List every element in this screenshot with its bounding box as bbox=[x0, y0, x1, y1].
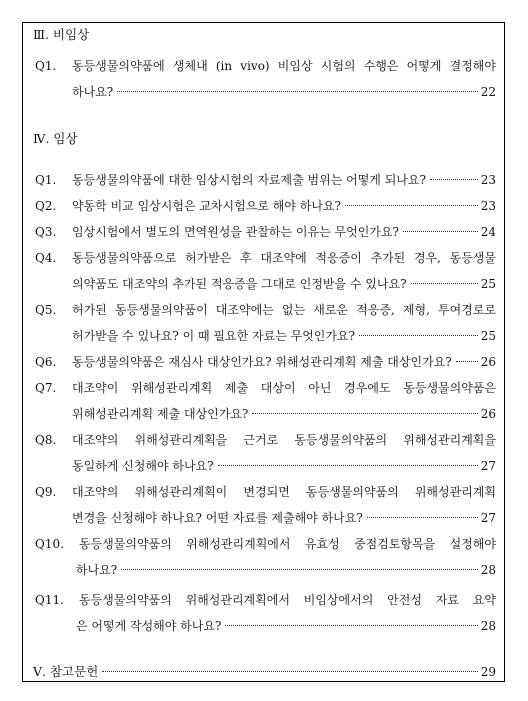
page-number: 25 bbox=[480, 329, 496, 343]
section-title: Ⅲ. 비임상 bbox=[33, 27, 90, 42]
page-number: 23 bbox=[480, 173, 496, 187]
question-text: 대조약이 위해성관리계획 제출 대상이 아닌 경우에도 동등생물의약품은 bbox=[72, 381, 496, 395]
toc-entry[interactable] bbox=[23, 53, 496, 105]
section-title: Ⅳ. 임상 bbox=[33, 131, 78, 146]
question-number: Q7. bbox=[35, 381, 57, 395]
toc-entry[interactable] bbox=[23, 375, 496, 427]
question-text: 대조약의 위해성관리계획을 근거로 동등생물의약품의 위해성관리계획을 bbox=[72, 433, 496, 447]
leader-dots bbox=[117, 91, 478, 92]
question-number: Q2. bbox=[35, 199, 57, 213]
toc-entry[interactable] bbox=[23, 349, 496, 375]
question-text-continued: 동일하게 신청해야 하나요? bbox=[72, 459, 214, 473]
leader-dots bbox=[367, 517, 478, 518]
page-number: 26 bbox=[480, 355, 496, 369]
toc-entry-references[interactable] bbox=[23, 659, 496, 685]
question-text: 동등생물의약품으로 허가받은 후 대조약에 적응증이 추가된 경우, 동등생물 bbox=[72, 251, 496, 265]
page-number: 25 bbox=[480, 277, 496, 291]
page-number: 26 bbox=[480, 407, 496, 421]
question-text: 동등생물의약품에 대한 임상시험의 자료제출 범위는 어떻게 되나요? bbox=[72, 173, 426, 187]
question-number: Q1. bbox=[35, 59, 57, 73]
page-number: 27 bbox=[480, 511, 496, 525]
question-text-continued: 하나요? bbox=[72, 85, 114, 99]
leader-dots bbox=[121, 569, 478, 570]
question-text-continued: 변경을 신청해야 하나요? 어떤 자료를 제출해야 하나요? bbox=[72, 511, 363, 525]
leader-dots bbox=[411, 283, 478, 284]
question-text: 약동학 비교 임상시험은 교차시험으로 해야 하나요? bbox=[72, 199, 341, 213]
leader-dots bbox=[218, 465, 478, 466]
page-number: 22 bbox=[480, 85, 496, 99]
toc-entry[interactable] bbox=[23, 297, 496, 349]
question-number: Q3. bbox=[35, 225, 57, 239]
page-number: 28 bbox=[480, 619, 496, 633]
question-number: Q8. bbox=[35, 433, 57, 447]
toc-entry[interactable] bbox=[23, 587, 496, 639]
page-number: 23 bbox=[480, 199, 496, 213]
toc-entry[interactable] bbox=[23, 245, 496, 297]
question-text-continued: 은 어떻게 작성해야 하나요? bbox=[76, 619, 222, 633]
question-text-continued: 의약품도 대조약의 추가된 적응증을 그대로 인정받을 수 있나요? bbox=[72, 277, 407, 291]
question-text: 동등생물의약품의 위해성관리계획에서 비임상에서의 안전성 자료 요약 bbox=[79, 593, 496, 607]
question-text: 대조약의 위해성관리계획이 변경되면 동등생물의약품의 위해성관리계획 bbox=[72, 485, 496, 499]
question-number: Q10. bbox=[35, 537, 64, 551]
toc-content bbox=[23, 23, 504, 681]
question-number: Q4. bbox=[35, 251, 57, 265]
leader-dots bbox=[252, 413, 477, 414]
toc-frame bbox=[22, 22, 505, 682]
question-text: 동등생물의약품은 재심사 대상인가요? 위해성관리계획 제출 대상인가요? bbox=[72, 355, 452, 369]
leader-dots bbox=[359, 335, 478, 336]
question-text-continued: 하나요? bbox=[76, 563, 118, 577]
toc-entry[interactable] bbox=[23, 167, 496, 193]
question-text-continued: 허가받을 수 있나요? 이 때 필요한 자료는 무엇인가요? bbox=[72, 329, 356, 343]
leader-dots bbox=[225, 625, 477, 626]
page-number: 27 bbox=[480, 459, 496, 473]
leader-dots bbox=[403, 231, 478, 232]
toc-entry[interactable] bbox=[23, 531, 496, 583]
page-number: 29 bbox=[480, 665, 496, 679]
question-text: 허가된 동등생물의약품이 대조약에는 없는 새로운 적응증, 제형, 투여경로로 bbox=[72, 303, 496, 317]
section-heading-clinical[interactable] bbox=[33, 129, 78, 147]
leader-dots bbox=[430, 179, 478, 180]
section-title: Ⅴ. 참고문헌 bbox=[33, 664, 99, 679]
toc-entry[interactable] bbox=[23, 479, 496, 531]
question-text: 임상시험에서 별도의 면역원성을 관찰하는 이유는 무엇인가요? bbox=[72, 225, 399, 239]
page-number: 28 bbox=[480, 563, 496, 577]
question-number: Q6. bbox=[35, 355, 57, 369]
leader-dots bbox=[456, 361, 478, 362]
question-number: Q11. bbox=[35, 593, 64, 607]
toc-entry[interactable] bbox=[23, 427, 496, 479]
question-text: 동등생물의약품의 위해성관리계획에서 유효성 중점검토항목을 설정해야 bbox=[79, 537, 496, 551]
toc-entry[interactable] bbox=[23, 193, 496, 219]
leader-dots bbox=[102, 671, 477, 672]
page-number: 24 bbox=[480, 225, 496, 239]
toc-entry[interactable] bbox=[23, 219, 496, 245]
question-number: Q5. bbox=[35, 303, 57, 317]
question-number: Q1. bbox=[35, 173, 57, 187]
leader-dots bbox=[345, 205, 478, 206]
question-text: 동등생물의약품에 생체내 (in vivo) 비임상 시험의 수행은 어떻게 결정해야 bbox=[72, 59, 496, 73]
question-text-continued: 위해성관리계획 제출 대상인가요? bbox=[72, 407, 249, 421]
section-heading-nonclinical[interactable] bbox=[33, 25, 89, 43]
question-number: Q9. bbox=[35, 485, 57, 499]
